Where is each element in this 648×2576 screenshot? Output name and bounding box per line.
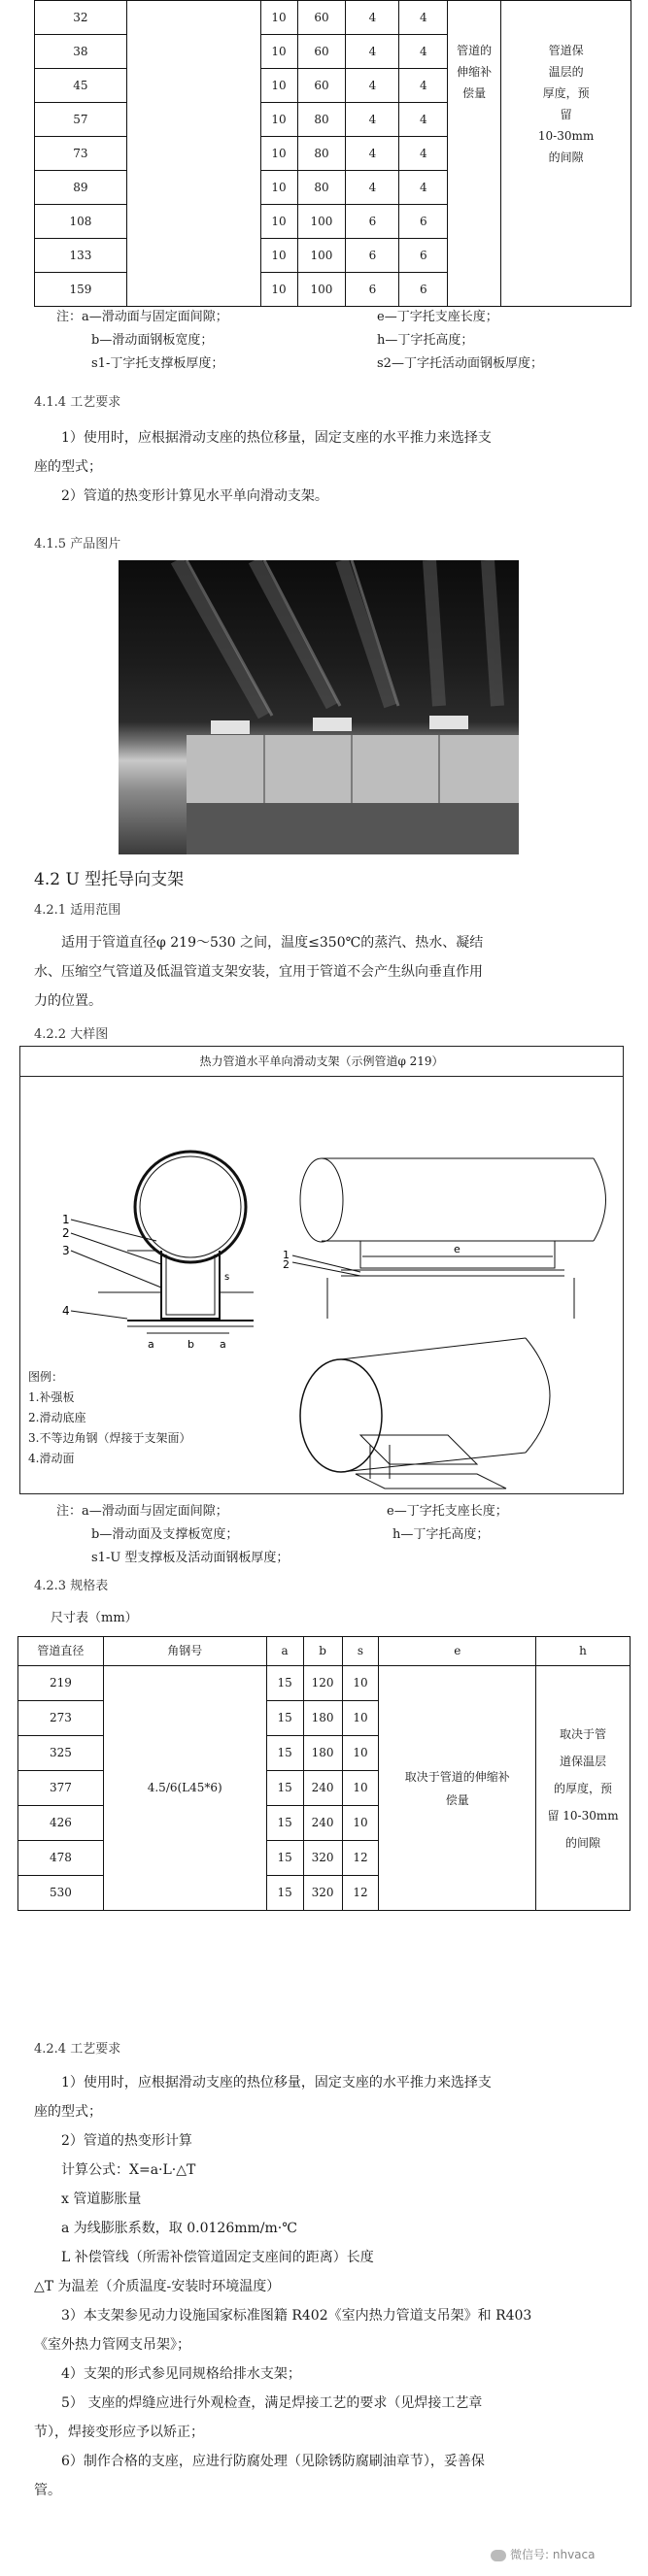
cell-h — [501, 1, 631, 307]
cell-diameter: 325 — [18, 1736, 104, 1771]
column-header: h — [536, 1637, 631, 1666]
cell-h-line: 温层的 — [548, 65, 584, 79]
cell-h-line: 留 10-30mm — [547, 1808, 619, 1823]
legend-title: 图例： — [28, 1370, 64, 1384]
cell-s: 10 — [342, 1701, 379, 1736]
product-photo — [119, 560, 519, 854]
cell-s1: 6 — [346, 273, 399, 307]
wechat-icon — [491, 2550, 506, 2561]
s424-p2: 2）管道的热变形计算 — [61, 2133, 192, 2149]
s414-p2: 2）管道的热变形计算见水平单向滑动支架。 — [61, 488, 328, 504]
cell-h-line: 的厚度，预 — [554, 1781, 613, 1795]
cell-h-line: 管道保 — [548, 44, 584, 57]
cell-s1: 4 — [346, 1, 399, 35]
cell-s: 12 — [342, 1841, 379, 1876]
s42-p1c: 力的位置。 — [34, 993, 102, 1009]
cell-diameter: 89 — [35, 171, 127, 205]
cell-a: 15 — [266, 1806, 303, 1841]
watermark-text: 微信号: nhvaca — [510, 2548, 596, 2561]
cell-diameter: 108 — [35, 205, 127, 239]
cell-s2: 6 — [399, 273, 448, 307]
column-header: 角钢号 — [103, 1637, 266, 1666]
s414-p1b: 座的型式； — [34, 459, 102, 475]
cell-s1: 4 — [346, 171, 399, 205]
diagram-title: 热力管道水平单向滑动支架（示例管道φ 219） — [199, 1054, 444, 1068]
note2-s1: s1-U 型支撑板及活动面钢板厚度； — [91, 1551, 290, 1565]
cell-h-line: 的间隙 — [565, 1835, 601, 1850]
s42-p1b: 水、压缩空气管道及低温管道支架安装，宜用于管道不会产生纵向垂直作用 — [34, 964, 483, 980]
cell-b: 100 — [297, 273, 346, 307]
note2-h: h—丁字托高度； — [392, 1527, 490, 1542]
cell-diameter: 57 — [35, 103, 127, 137]
side-num-2: 2 — [283, 1258, 290, 1271]
cell-b: 180 — [303, 1736, 342, 1771]
heading-4-2-1: 4.2.1 适用范围 — [34, 903, 121, 918]
note1-b: b—滑动面钢板宽度； — [91, 333, 214, 348]
cell-a: 15 — [266, 1841, 303, 1876]
cell-diameter: 133 — [35, 239, 127, 273]
note2-b: b—滑动面及支撑板宽度； — [91, 1527, 239, 1542]
cell-a: 10 — [260, 35, 297, 69]
cell-b: 60 — [297, 35, 346, 69]
column-header: s — [342, 1637, 379, 1666]
note1-s1: s1-丁字托支撑板厚度； — [91, 356, 224, 371]
cell-e-line: 管道的 — [457, 44, 493, 57]
heading-4-1-4: 4.1.4 工艺要求 — [34, 395, 121, 410]
cell-s1: 4 — [346, 137, 399, 171]
cell-e-line: 伸缩补 — [457, 65, 493, 79]
cell-diameter: 426 — [18, 1806, 104, 1841]
cell-s2: 4 — [399, 35, 448, 69]
s424-p11b: 管。 — [34, 2483, 61, 2498]
s424-p11a: 6）制作合格的支座，应进行防腐处理（见除锈防腐刷油章节），妥善保 — [61, 2454, 485, 2469]
s424-p1b: 座的型式； — [34, 2104, 102, 2120]
heading-4-2-4: 4.2.4 工艺要求 — [34, 2042, 121, 2057]
cell-b: 240 — [303, 1806, 342, 1841]
size-table-caption: 尺寸表（mm） — [51, 1611, 138, 1625]
legend-item-1: 1.补强板 — [28, 1390, 75, 1404]
legend-item-2: 2.滑动底座 — [28, 1411, 86, 1424]
cell-diameter: 273 — [18, 1701, 104, 1736]
label-num-4: 4 — [62, 1304, 70, 1318]
cell-b: 320 — [303, 1876, 342, 1911]
column-header: b — [303, 1637, 342, 1666]
cell-s: 10 — [342, 1806, 379, 1841]
cell-a: 10 — [260, 239, 297, 273]
note1-a: 注：a—滑动面与固定面间隙； — [56, 310, 228, 324]
table-row — [35, 1, 631, 35]
cell-diameter: 530 — [18, 1876, 104, 1911]
note1-e: e—丁字托支座长度； — [377, 310, 498, 324]
table-row — [18, 1666, 631, 1701]
side-num-1: 1 — [283, 1249, 290, 1261]
s42-paragraph — [34, 928, 617, 1016]
cell-s2: 4 — [399, 103, 448, 137]
note1-s2: s2—丁字托活动面钢板厚度； — [377, 356, 543, 371]
cell-s1: 6 — [346, 205, 399, 239]
cell-s1: 4 — [346, 35, 399, 69]
heading-4-1-5: 4.1.5 产品图片 — [34, 537, 121, 552]
s424-p10b: 节），焊接变形应予以矫正； — [34, 2425, 204, 2440]
legend — [28, 1367, 190, 1469]
cell-diameter: 219 — [18, 1666, 104, 1701]
cell-s: 10 — [342, 1736, 379, 1771]
cell-diameter: 38 — [35, 35, 127, 69]
s424-p9: 4）支架的形式参见同规格给排水支架； — [61, 2366, 301, 2382]
s414-p1 — [34, 423, 617, 511]
label-num-2: 2 — [62, 1226, 70, 1240]
cell-e — [448, 1, 501, 307]
note2-e: e—丁字托支座长度； — [387, 1504, 508, 1519]
s424-body — [34, 2068, 627, 2505]
column-header: e — [379, 1637, 536, 1666]
cell-angle-blank — [126, 1, 260, 307]
cell-s2: 4 — [399, 137, 448, 171]
cell-a: 15 — [266, 1736, 303, 1771]
s424-p8b: 《室外热力管网支吊架》； — [34, 2337, 190, 2353]
column-header: a — [266, 1637, 303, 1666]
column-header: 管道直径 — [18, 1637, 104, 1666]
cell-s1: 6 — [346, 239, 399, 273]
cell-b: 80 — [297, 103, 346, 137]
cell-a: 15 — [266, 1701, 303, 1736]
cell-e-line: 偿量 — [462, 86, 487, 100]
cell-diameter: 73 — [35, 137, 127, 171]
cell-a: 15 — [266, 1876, 303, 1911]
cell-h-line: 取决于管 — [560, 1726, 607, 1741]
cell-a: 10 — [260, 205, 297, 239]
note1-h: h—丁字托高度； — [377, 333, 474, 348]
s424-p6: L 补偿管线（所需补偿管道固定支座间的距离）长度 — [61, 2250, 374, 2265]
s424-p10a: 5） 支座的焊缝应进行外观检查，满足焊接工艺的要求（见焊接工艺章 — [61, 2395, 483, 2411]
cell-b: 320 — [303, 1841, 342, 1876]
table-header-row — [18, 1637, 631, 1666]
cell-b: 80 — [297, 137, 346, 171]
cell-b: 60 — [297, 1, 346, 35]
cell-s: 10 — [342, 1666, 379, 1701]
s424-p4: x 管道膨胀量 — [61, 2191, 142, 2207]
cell-h-line: 留 — [560, 108, 572, 121]
top-spec-table — [34, 0, 631, 307]
note2-a: 注：a—滑动面与固定面间隙； — [56, 1504, 228, 1519]
size-table — [17, 1636, 631, 1911]
label-num-3: 3 — [62, 1244, 70, 1257]
cell-b: 240 — [303, 1771, 342, 1806]
cell-s1: 4 — [346, 103, 399, 137]
cell-h-line: 10-30mm — [537, 129, 595, 143]
cell-diameter: 159 — [35, 273, 127, 307]
note-1 — [56, 306, 639, 376]
cell-a: 15 — [266, 1771, 303, 1806]
s42-p1a: 适用于管道直径φ 219～530 之间，温度≤350℃的蒸汽、热水、凝结 — [61, 935, 484, 951]
cell-s: 10 — [342, 1771, 379, 1806]
heading-4-2-3: 4.2.3 规格表 — [34, 1579, 109, 1593]
cell-diameter: 377 — [18, 1771, 104, 1806]
cell-h-line: 的间隙 — [548, 151, 584, 164]
dim-a-right: a — [220, 1338, 226, 1351]
cell-s2: 4 — [399, 171, 448, 205]
cell-diameter: 478 — [18, 1841, 104, 1876]
cell-e-line: 取决于管道的伸缩补 — [404, 1769, 510, 1784]
heading-4-2: 4.2 U 型托导向支架 — [34, 870, 185, 889]
cell-b: 180 — [303, 1701, 342, 1736]
cell-s2: 6 — [399, 205, 448, 239]
cell-s1: 4 — [346, 69, 399, 103]
cell-a: 10 — [260, 273, 297, 307]
note-2 — [56, 1500, 639, 1570]
s424-p8a: 3）本支架参见动力设施国家标准图籍 R402《室内热力管道支吊架》和 R403 — [61, 2308, 532, 2324]
cell-diameter: 32 — [35, 1, 127, 35]
s424-p7: △T 为温差（介质温度-安装时环境温度） — [34, 2279, 281, 2294]
cell-e — [379, 1666, 536, 1911]
s424-p5: a 为线膨胀系数，取 0.0126mm/m·℃ — [61, 2221, 297, 2236]
cell-b: 80 — [297, 171, 346, 205]
cell-e-line: 偿量 — [445, 1792, 469, 1807]
cell-h-line: 厚度，预 — [542, 86, 590, 100]
detail-diagram — [19, 1046, 624, 1494]
cell-h-line: 道保温层 — [560, 1754, 607, 1768]
cell-a: 10 — [260, 103, 297, 137]
legend-item-3: 3.不等边角钢（焊接于支架面） — [28, 1431, 191, 1445]
cell-diameter: 45 — [35, 69, 127, 103]
heading-4-2-2: 4.2.2 大样图 — [34, 1027, 109, 1042]
cell-a: 10 — [260, 1, 297, 35]
cell-b: 100 — [297, 205, 346, 239]
cell-a: 15 — [266, 1666, 303, 1701]
cell-s: 12 — [342, 1876, 379, 1911]
cell-a: 10 — [260, 171, 297, 205]
s424-p1a: 1）使用时，应根据滑动支座的热位移量，固定支座的水平推力来选择支 — [61, 2075, 492, 2091]
legend-item-4: 4.滑动面 — [28, 1452, 75, 1465]
cell-s2: 4 — [399, 69, 448, 103]
cell-a: 10 — [260, 69, 297, 103]
dim-a-left: a — [148, 1338, 154, 1351]
cell-b: 60 — [297, 69, 346, 103]
cell-s2: 6 — [399, 239, 448, 273]
s424-p3: 计算公式：X=a·L·△T — [61, 2162, 196, 2178]
cell-b: 100 — [297, 239, 346, 273]
cell-b: 120 — [303, 1666, 342, 1701]
dim-s: s — [224, 1272, 230, 1283]
s414-p1a: 1）使用时，应根据滑动支座的热位移量，固定支座的水平推力来选择支 — [61, 430, 492, 446]
cell-angle: 4.5/6(L45*6) — [103, 1666, 266, 1911]
product-photo-drawing — [119, 560, 519, 854]
cell-h — [536, 1666, 631, 1911]
dim-b: b — [188, 1338, 194, 1351]
cell-s2: 4 — [399, 1, 448, 35]
label-num-1: 1 — [62, 1213, 70, 1226]
dim-e: e — [454, 1243, 460, 1255]
watermark — [491, 2546, 595, 2564]
cell-a: 10 — [260, 137, 297, 171]
